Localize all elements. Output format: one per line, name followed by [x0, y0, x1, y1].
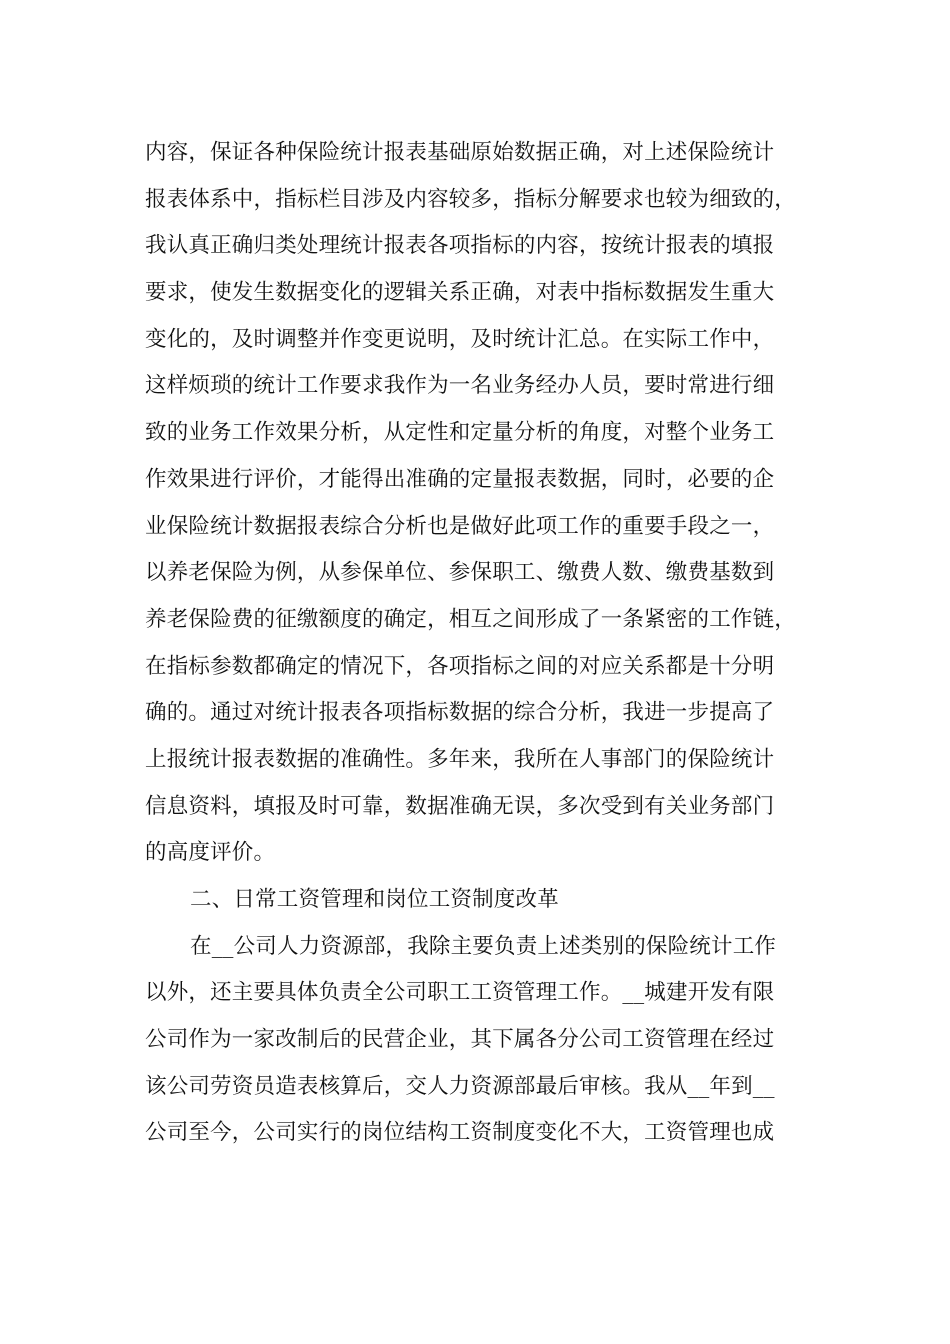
text-line: 致的业务工作效果分析，从定性和定量分析的角度，对整个业务工 — [145, 420, 775, 446]
text-line: 以养老保险为例，从参保单位、参保职工、缴费人数、缴费基数到 — [145, 560, 775, 586]
text-line: 报表体系中，指标栏目涉及内容较多，指标分解要求也较为细致的， — [145, 186, 797, 212]
text-line: 内容，保证各种保险统计报表基础原始数据正确，对上述保险统计 — [145, 140, 775, 165]
text-line: 在指标参数都确定的情况下，各项指标之间的对应关系都是十分明 — [145, 653, 775, 679]
text-line: 该公司劳资员造表核算后，交人力资源部最后审核。我从__年到__ — [145, 1073, 775, 1099]
text-line: 要求，使发生数据变化的逻辑关系正确，对表中指标数据发生重大 — [145, 280, 775, 306]
text-line: 确的。通过对统计报表各项指标数据的综合分析，我进一步提高了 — [145, 700, 775, 726]
text-line: 作效果进行评价，才能得出准确的定量报表数据，同时，必要的企 — [145, 466, 775, 492]
section-heading: 二、日常工资管理和岗位工资制度改革 — [190, 887, 559, 912]
text-line: 上报统计报表数据的准确性。多年来，我所在人事部门的保险统计 — [145, 746, 775, 772]
text-line: 的高度评价。 — [145, 840, 276, 866]
text-line: 信息资料，填报及时可靠，数据准确无误，多次受到有关业务部门 — [145, 793, 775, 819]
text-line: 以外，还主要具体负责全公司职工工资管理工作。__城建开发有限 — [145, 980, 775, 1006]
text-line: 业保险统计数据报表综合分析也是做好此项工作的重要手段之一， — [145, 513, 775, 539]
text-line: 公司作为一家改制后的民营企业，其下属各分公司工资管理在经过 — [145, 1027, 775, 1053]
text-line: 我认真正确归类处理统计报表各项指标的内容，按统计报表的填报 — [145, 233, 775, 259]
text-line: 变化的，及时调整并作变更说明，及时统计汇总。在实际工作中， — [145, 326, 775, 352]
body-text — [145, 130, 825, 1157]
text-line: 在__公司人力资源部，我除主要负责上述类别的保险统计工作 — [190, 933, 777, 959]
text-line: 养老保险费的征缴额度的确定，相互之间形成了一条紧密的工作链， — [145, 606, 797, 632]
text-line: 公司至今，公司实行的岗位结构工资制度变化不大，工资管理也成 — [145, 1120, 775, 1146]
text-line: 这样烦琐的统计工作要求我作为一名业务经办人员，要时常进行细 — [145, 373, 775, 399]
